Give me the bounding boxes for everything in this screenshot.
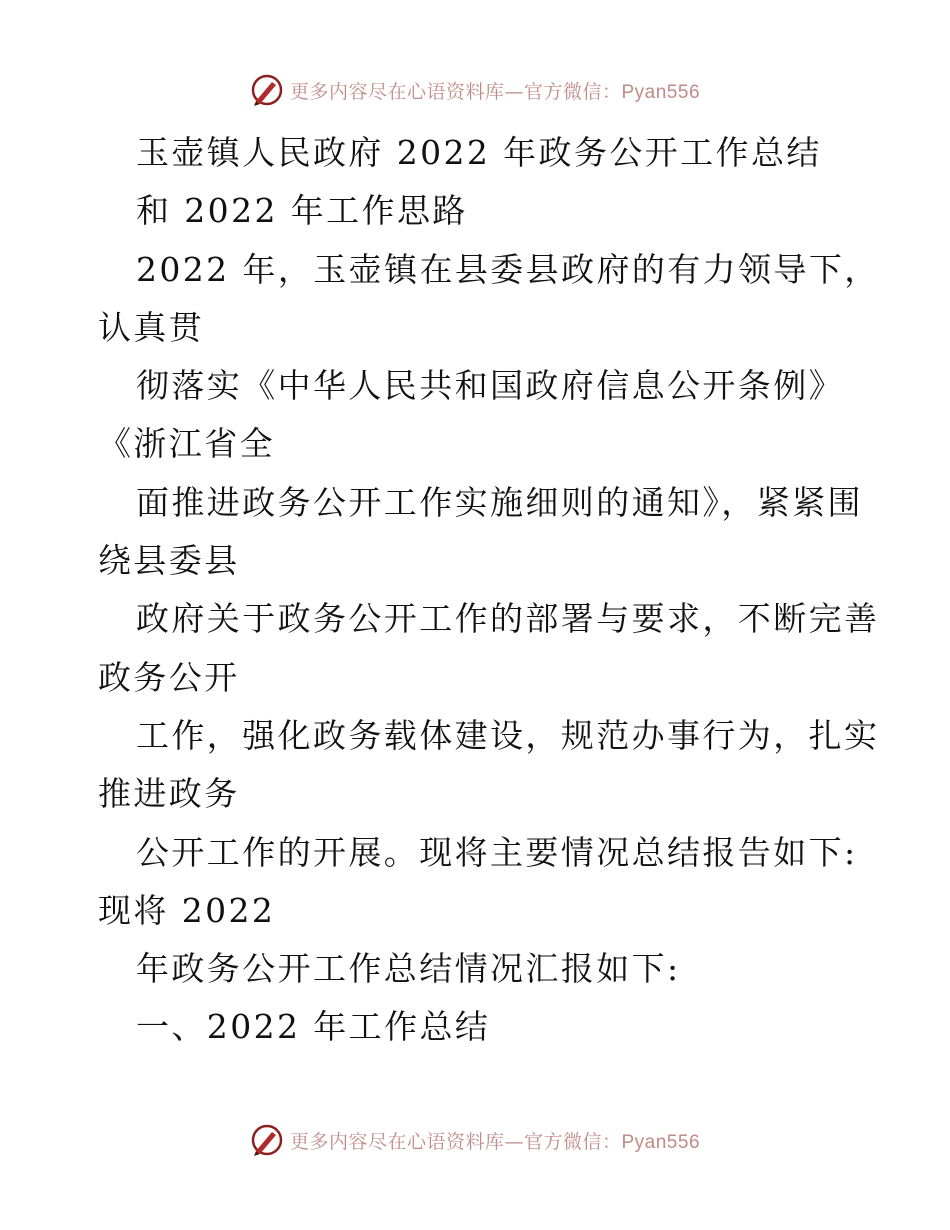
red-pen-circle-icon <box>250 1123 284 1157</box>
text-line: 彻落实《中华人民共和国政府信息公开条例》 <box>136 366 844 406</box>
footer-banner <box>0 1120 950 1160</box>
red-pen-circle-icon <box>250 73 284 107</box>
text-line: 推进政务 <box>98 774 240 814</box>
header-banner <box>0 70 950 110</box>
text-line: 公开工作的开展。现将主要情况总结报告如下: <box>136 832 858 872</box>
document-body <box>98 124 880 1057</box>
wechat-id: Pyan556 <box>621 81 701 103</box>
text-line: 绕县委县 <box>98 541 240 581</box>
text-line: 年政务公开工作总结情况汇报如下: <box>136 949 681 989</box>
banner-text: 更多内容尽在心语资料库—官方微信：Pyan556 <box>289 80 701 103</box>
text-line: 面推进政务公开工作实施细则的通知》，紧紧围 <box>136 482 863 522</box>
text-line: 工作，强化政务载体建设，规范办事行为，扎实 <box>136 715 880 755</box>
text-line: 和 2022 年工作思路 <box>136 191 468 231</box>
text-line: 政府关于政务公开工作的部署与要求，不断完善 <box>136 599 880 639</box>
wechat-id: Pyan556 <box>621 1131 701 1153</box>
text-line: 现将 2022 <box>98 890 276 930</box>
text-line: 2022 年，玉壶镇在县委县政府的有力领导下， <box>136 249 880 289</box>
text-line: 《浙江省全 <box>98 424 275 464</box>
banner-text: 更多内容尽在心语资料库—官方微信：Pyan556 <box>289 1130 701 1153</box>
text-line: 认真贯 <box>98 307 205 347</box>
text-line: 政务公开 <box>98 657 240 697</box>
text-line: 玉壶镇人民政府 2022 年政务公开工作总结 <box>136 133 822 172</box>
text-line: 一、2022 年工作总结 <box>136 1007 491 1047</box>
